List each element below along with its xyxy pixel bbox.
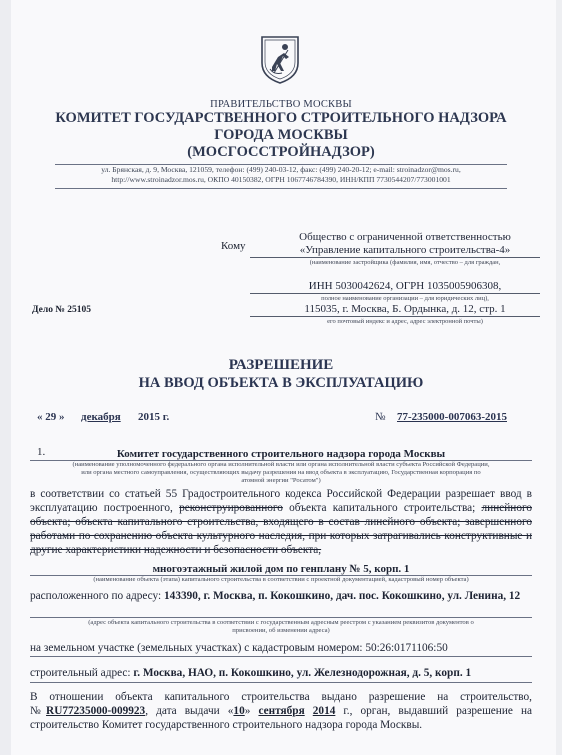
moscow-coat-of-arms-icon: [258, 33, 302, 85]
object-name: многоэтажный жилой дом по генплану № 5, корп. 1: [152, 563, 410, 575]
permit-text-span: »: [244, 705, 259, 717]
body-text-span: в соответствии со статьей 55 Градостроительного кодекса Российской Федерации разрешает ввод в эксплуатацию построенного,: [30, 488, 532, 514]
government-line: ПРАВИТЕЛЬСТВО МОСКВЫ: [210, 99, 352, 110]
permit-year: 2014: [312, 705, 336, 717]
date-year: 2015 г.: [138, 411, 170, 423]
struck-text: линейного объекта; объекта капитального строительства, входящего в состав линейного объекта; завершенного работами по сохранению объекта культурного наследия, при которых затрагивались конструктивные и другие характеристики надежности и безопасности объекта,: [30, 502, 532, 556]
number-label: №: [375, 411, 386, 423]
body-text-span: объекта капитального строительства;: [282, 502, 482, 514]
inn-underline: [250, 293, 540, 294]
document-subtitle: НА ВВОД ОБЪЕКТА В ЭКСПЛУАТАЦИЮ: [138, 375, 424, 391]
recipient-inn: ИНН 5030042624, ОГРН 1035005906308,: [308, 280, 502, 292]
construction-address: [30, 666, 532, 680]
street-label: строительный адрес:: [30, 667, 134, 679]
committee-title-line3: (МОСГОССТРОЙНАДЗОР): [187, 144, 375, 160]
recipient-caption: (наименование застройщика (фамилия, имя, отчество – для граждан,: [309, 259, 501, 266]
case-number: Дело № 25105: [32, 305, 91, 315]
permit-number: 77-235000-007063-2015: [397, 411, 507, 423]
address-value: 143390, г. Москва, п. Кокошкино, дач. пос. Кокошкино, ул. Ленина, 12: [164, 590, 521, 602]
address-block-underline: [30, 617, 532, 618]
building-permit-number: RU77235000-009923: [46, 705, 146, 717]
permit-day: 10: [233, 705, 245, 717]
authority-caption: атомной энергии "Росатом"): [241, 477, 321, 484]
cadastral-underline: [30, 656, 532, 657]
address-caption: присвоении, об изменении адреса): [232, 627, 330, 634]
street-value: г. Москва, НАО, п. Кокошкино, ул. Железнодорожная, д. 5, корп. 1: [133, 667, 472, 679]
cadastral-line: на земельном участке (земельных участках) с кадастровым номером: 50:26:0171106:50: [30, 642, 448, 654]
issuing-authority: Комитет государственного строительного надзора города Москвы: [116, 448, 446, 460]
object-address: [30, 589, 532, 603]
address-underline: [250, 316, 540, 317]
address-caption: (адрес объекта капитального строительства в соответствии с государственным адресным реестром с указанием реквизитов документов о: [88, 619, 474, 626]
object-caption: (наименование объекта (этапа) капитального строительства в соответствии с проектной документацией, кадастровый номер объекта): [93, 576, 469, 583]
struck-text: реконструированного: [179, 502, 283, 514]
permit-text-span: В отношении объекта капитального строительства выдано разрешение на строительство, №: [30, 691, 532, 717]
authority-caption: или органа местного самоуправления, осуществляющих выдачу разрешения на ввод объекта в эксплуатацию, Государственная корпорация по: [81, 469, 481, 476]
committee-title-line2: ГОРОДА МОСКВЫ: [214, 127, 348, 143]
committee-title-line1: КОМИТЕТ ГОСУДАРСТВЕННОГО СТРОИТЕЛЬНОГО НАДЗОРА: [55, 110, 507, 126]
recipient-underline: [250, 257, 540, 258]
section-index: 1.: [37, 446, 46, 458]
address-caption: его почтовый индекс и адрес, адрес электронной почты): [327, 318, 483, 325]
date-month: декабря: [81, 411, 121, 423]
inn-caption: полное наименование организации – для юридических лиц),: [321, 295, 489, 302]
date-day: « 29 »: [37, 411, 65, 423]
recipient-address: 115035, г. Москва, Б. Ордынка, д. 12, стр. 1: [304, 303, 506, 315]
permit-text-span: , дата выдачи «: [145, 705, 234, 717]
recipient-label: Кому: [221, 240, 246, 252]
building-permit-text: [30, 690, 532, 732]
permit-month: сентября: [258, 705, 305, 717]
authority-caption: (наименование уполномоченного федерального органа исполнительной власти или органа исполнительной власти субъекта Российской Федерации,: [72, 461, 490, 468]
recipient-name-line2: «Управление капитального строительства-4»: [299, 244, 511, 256]
permit-text-span: г., орган, выдавший разрешение на строительство Комитет государственного строительного надзора города Москвы.: [30, 705, 533, 731]
address-label: расположенного по адресу:: [30, 590, 165, 602]
contacts-line: http://www.stroinadzor.mos.ru, ОКПО 40150382, ОГРН 1067746784390, ИНН/КПП 7730544207/773001001: [111, 175, 451, 184]
contacts-divider: [55, 188, 507, 189]
permit-body-text: [30, 487, 532, 557]
contacts-line: ул. Брянская, д. 9, Москва, 121059, телефон: (499) 240-03-12, факс: (499) 240-20-12; e-mail: stroinadzor@mos.ru,: [101, 165, 461, 174]
document-title: РАЗРЕШЕНИЕ: [228, 357, 334, 373]
street-underline: [30, 682, 532, 683]
contacts-block: [40, 165, 522, 185]
recipient-name-line1: Общество с ограниченной ответственностью: [299, 231, 511, 243]
